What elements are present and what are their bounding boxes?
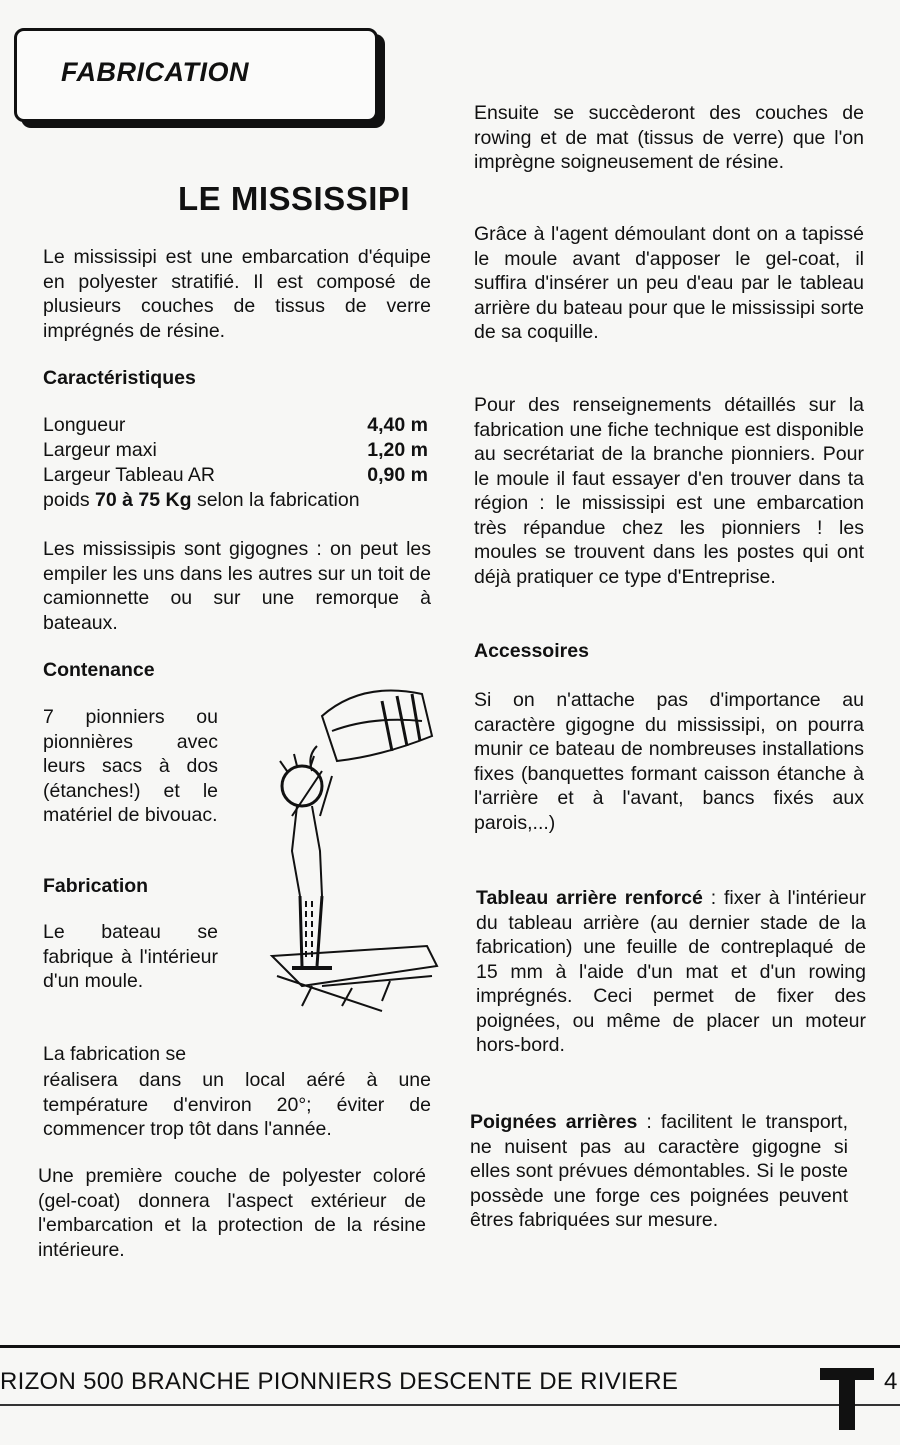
t-logo-icon <box>816 1364 878 1434</box>
contenance-heading: Contenance <box>43 659 155 681</box>
local-line: La fabrication se <box>43 1043 187 1065</box>
tableau-paragraph: Tableau arrière renforcé : fixer à l'intérieur du tableau arrière (au dernier stade de la fabrication) une feuille de contreplaqué de 15 mm à l'aide d'un mat et d'un rowing imprégnés. Ceci permet de fixer des poignées, ou même de placer un moteur hors-bord. <box>476 887 867 1056</box>
poignees-heading: Poignées arrières <box>470 1111 638 1133</box>
footer-text: RIZON 500 BRANCHE PIONNIERS DESCENTE DE RIVIERE <box>0 1368 679 1395</box>
caracteristiques-heading: Caractéristiques <box>43 367 196 389</box>
intro-paragraph: Le mississipi est une embarcation d'équipe en polyester stratifié. Il est composé de plusieurs couches de tissus de verre imprégnés de résine. <box>43 246 431 342</box>
spec-row-largeur: Largeur maxi 1,20 m <box>43 439 428 461</box>
renseignements-paragraph: Pour des renseignements détaillés sur la fabrication une fiche technique est disponible au secrétariat de la branche pionniers. Pour le moule il faut essayer d'en trouver dans ta région : le mississipi est une embarcation très répandue chez les pionniers ! les moules se trouvent dans les postes qui ont déjà pratiquer ce type d'Entreprise. <box>474 394 864 588</box>
grace-paragraph: Grâce à l'agent démoulant dont on a tapissé le moule avant d'apposer le gel-coat, il suffira d'insérer un peu d'eau par le tableau arrière du bateau pour que le mississipi sorte de sa coquille. <box>474 223 864 343</box>
spec-row-longueur: Longueur 4,40 m <box>43 414 428 436</box>
local-paragraph: réalisera dans un local aéré à une température d'environ 20°; éviter de commencer trop tôt dans l'année. <box>43 1069 431 1140</box>
spec-row-poids: poids 70 à 75 Kg selon la fabrication <box>43 489 360 511</box>
page-title: LE MISSISSIPI <box>178 180 411 217</box>
pioneer-carrying-boat-illustration <box>262 676 442 1036</box>
fabrication-heading: Fabrication <box>43 875 149 897</box>
spec-row-tableau: Largeur Tableau AR 0,90 m <box>43 464 428 486</box>
gigognes-paragraph: Les mississipis sont gigognes : on peut les empiler les uns dans les autres sur un toit de camionnette ou sur une remorque à bateaux. <box>43 538 431 634</box>
fabrication-paragraph: Le bateau se fabrique à l'intérieur d'un moule. <box>43 921 218 992</box>
section-header-box <box>14 28 378 122</box>
ensuite-paragraph: Ensuite se succèderont des couches de rowing et de mat (tissus de verre) que l'on imprègne soigneusement de résine. <box>474 102 864 173</box>
section-title: FABRICATION <box>61 57 249 87</box>
footer-rule-top <box>0 1345 900 1348</box>
accessoires-paragraph: Si on n'attache pas d'importance au caractère gigogne du mississipi, on pourra munir ce bateau de nombreuses installations fixes (banquettes formant caisson étanche à l'arrière et à l'avant, bancs fixés aux parois,...) <box>474 689 864 834</box>
footer-rule-bottom <box>0 1404 900 1406</box>
page-digit: 4 <box>884 1368 898 1395</box>
tableau-heading: Tableau arrière renforcé <box>476 887 703 909</box>
accessoires-heading: Accessoires <box>474 640 589 662</box>
contenance-paragraph: 7 pionniers ou pionnières avec leurs sacs à dos (étanches!) et le matériel de bivouac. <box>43 706 218 826</box>
gelcoat-paragraph: Une première couche de polyester coloré (gel-coat) donnera l'aspect extérieur de l'embarcation et la protection de la résine intérieure. <box>38 1165 426 1261</box>
poignees-paragraph: Poignées arrières : facilitent le transport, ne nuisent pas au caractère gigogne si elles sont prévues démontables. Si le poste possède une forge ces poignées peuvent êtres fabriquées sur mesure. <box>470 1111 848 1231</box>
specs-list <box>43 413 428 513</box>
